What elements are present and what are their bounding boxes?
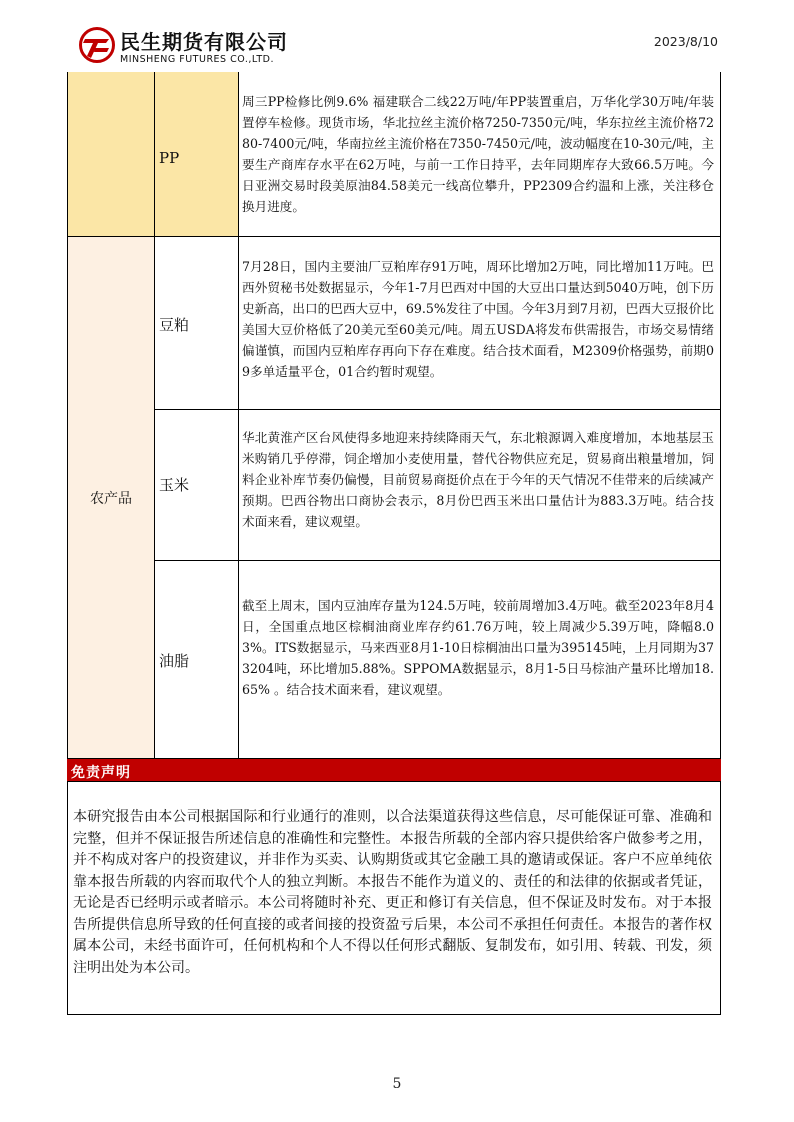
- sector-label: 农产品: [90, 491, 132, 507]
- product-cell-pp: [155, 72, 239, 236]
- commentary-text: 截至上周末，国内豆油库存量为124.5万吨，较前周增加3.4万吨。截至2023年8月4日，全国重点地区棕榈油商业库存约61.76万吨，较上周减少5.39万吨，降幅8.03%。ITS数据显示，马来西亚8月1-10日棕榈油出口量为395145吨，上月同期为373204吨，环比增加5.88%。SPPOMA数据显示，8月1-5日马棕油产量环比增加18.65% 。结合技术面来看，建议观望。: [242, 598, 714, 697]
- commentary-text: 华北黄淮产区台风使得多地迎来持续降雨天气，东北粮源调入难度增加，本地基层玉米购销几乎停滞，饲企增加小麦使用量，替代谷物供应充足，贸易商出粮量增加，饲料企业补库节奏仍偏慢，目前贸易商挺价点在于今年的天气情况不佳带来的后续减产预期。巴西谷物出口商协会表示，8月份巴西玉米出口量估计为883.3万吨。结合技术面来看，建议观望。: [242, 430, 714, 529]
- company-logo: [79, 27, 319, 73]
- product-cell-oils: [155, 560, 239, 758]
- row-divider: [155, 560, 720, 561]
- product-label: 玉米: [159, 476, 190, 494]
- sector-cell-energy: [68, 72, 155, 236]
- row-divider: [68, 236, 720, 237]
- commodity-table: [67, 72, 721, 758]
- page-header: [0, 0, 794, 72]
- product-label: 油脂: [159, 652, 190, 670]
- content-cell-corn: [239, 409, 720, 560]
- content-cell-pp: [239, 72, 720, 236]
- product-label: 豆粕: [159, 316, 190, 334]
- commentary-text: 周三PP检修比例9.6% 福建联合二线22万吨/年PP装置重启，万华化学30万吨/年装置停车检修。现货市场，华北拉丝主流价格7250-7350元/吨，华东拉丝主流价格7280-7400元/吨，华南拉丝主流价格在7350-7450元/吨，波动幅度在10-30元/吨，主要生产商库存水平在62万吨，与前一工作日持平，去年同期库存大致66.5万吨。今日亚洲交易时段美原油84.58美元一线高位攀升，PP2309合约温和上涨，关注移仓换月进度。: [242, 94, 714, 214]
- page-number: 5: [392, 1076, 402, 1092]
- brand-name-en: MINSHENG FUTURES CO.,LTD.: [120, 54, 274, 65]
- disclaimer-header: [67, 758, 721, 782]
- product-cell-corn: [155, 409, 239, 560]
- content-cell-oils: [239, 560, 720, 758]
- commentary-text: 7月28日，国内主要油厂豆粕库存91万吨，周环比增加2万吨，同比增加11万吨。巴西外贸秘书处数据显示，今年1-7月巴西对中国的大豆出口量达到5040万吨，创下历史新高，出口的巴西大豆中，69.5%发往了中国。今年3月到7月初，巴西大豆报价比美国大豆价格低了20美元至60美元/吨。周五USDA将发布供需报告，市场交易情绪偏谨慎，而国内豆粕库存再向下存在难度。结合技术面看，M2309价格强势，前期09多单适量平仓，01合约暂时观望。: [242, 259, 714, 379]
- report-date: 2023/8/10: [653, 34, 718, 49]
- disclaimer-text: 本研究报告由本公司根据国际和行业通行的准则，以合法渠道获得这些信息，尽可能保证可靠、准确和完整，但并不保证报告所述信息的准确性和完整性。本报告所载的全部内容只提供给客户做参考之用，并不构成对客户的投资建议，并非作为买卖、认购期货或其它金融工具的邀请或保证。客户不应单纯依靠本报告所载的内容而取代个人的独立判断。本报告不能作为道义的、责任的和法律的依据或者凭证，无论是否已经明示或者暗示。本公司将随时补充、更正和修订有关信息，但不保证及时发布。对于本报告所提供信息所导致的任何直接的或者间接的投资盈亏后果，本公司不承担任何责任。本报告的著作权属本公司，未经书面许可，任何机构和个人不得以任何形式翻版、复制发布，如引用、转载、刊发，须注明出处为本公司。: [73, 809, 712, 976]
- brand-name-cn: 民生期货有限公司: [120, 30, 288, 54]
- product-cell-soymeal: [155, 236, 239, 409]
- disclaimer-title: 免责声明: [71, 765, 131, 781]
- product-label: PP: [159, 149, 180, 167]
- minsheng-logo-icon: [79, 27, 115, 63]
- row-divider: [155, 409, 720, 410]
- disclaimer-box: [67, 782, 721, 1015]
- content-cell-soymeal: [239, 236, 720, 409]
- sector-cell-agriculture: [68, 236, 155, 758]
